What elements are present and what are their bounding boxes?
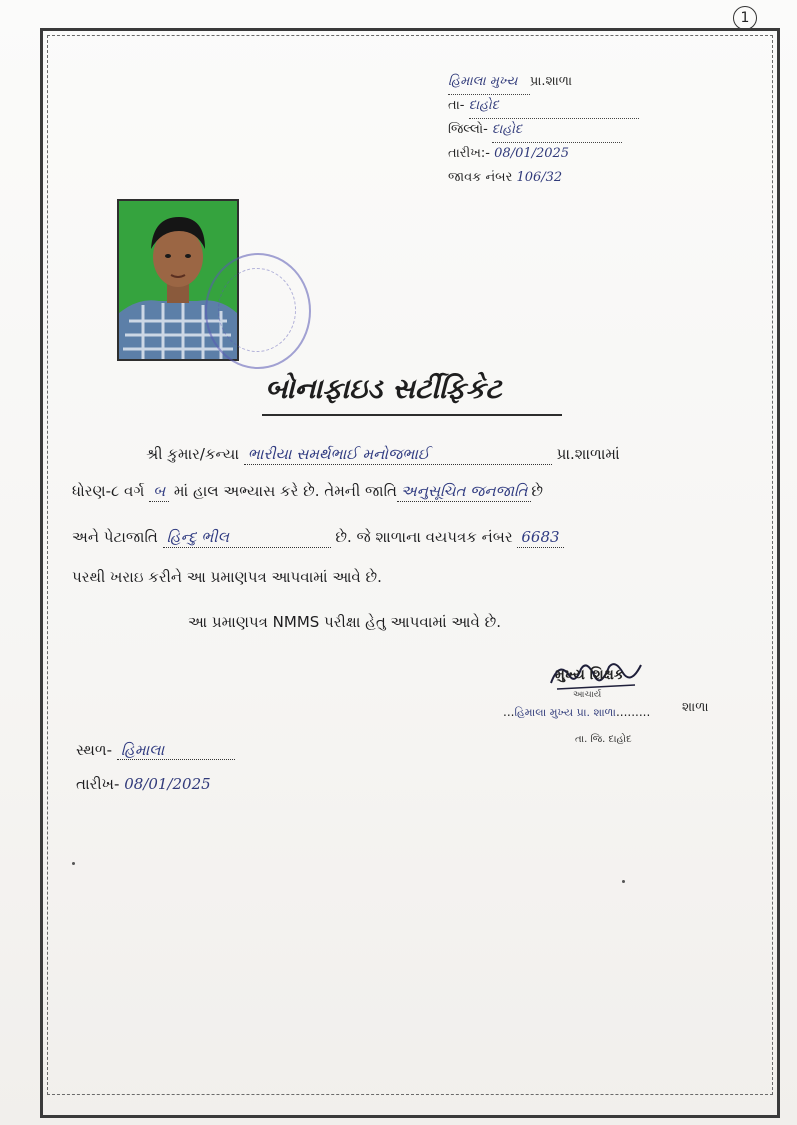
header-date-label: તારીખ:- [448, 146, 490, 161]
header-taluka-line [448, 94, 708, 118]
body-line-2 [72, 481, 543, 502]
header-school-name: હિમાલા મુખ્ય [448, 74, 518, 89]
body-line-3-middle: છે. જે શાળાના વયપત્રક નંબર [335, 528, 513, 546]
body-line-3-prefix: અને પેટાજાતિ [72, 528, 158, 546]
ink-speck [72, 862, 75, 865]
body-line-4: પરથી ખરાઇ કરીને આ પ્રમાણપત્ર આપવામાં આવે છે. [72, 568, 382, 586]
caste-value: અનુસૂચિત જનજાતિ [397, 481, 532, 502]
footer-date-value: 08/01/2025 [124, 775, 211, 793]
student-name: ભારીયા સમર્થભાઈ મનોજભાઈ [244, 444, 552, 465]
place-value: હિમાલા [117, 741, 235, 760]
body-line-1-suffix: પ્રા.શાળામાં [556, 445, 620, 463]
signature-designation: મુખ્ય શિક્ષક [555, 667, 624, 683]
footer-date-line [76, 775, 211, 793]
school-seal-stamp-inner-ring [218, 268, 296, 352]
header-outward-line [448, 166, 708, 190]
header-outward-value: 106/32 [516, 170, 563, 185]
subcaste-value: હિન્દુ ભીલ [163, 527, 331, 548]
signature-taluka: તા. જિ. દાહોદ [575, 734, 632, 745]
signature-role: આચાર્ય [573, 690, 602, 700]
header-school-line [448, 70, 708, 94]
header-outward-label: જાવક નંબર [448, 170, 513, 185]
ink-speck [622, 880, 625, 883]
header-block [448, 70, 708, 190]
body-line-2-prefix: ધોરણ-૮ વર્ગ [72, 482, 145, 500]
body-line-2-middle: માં હાલ અભ્યાસ કરે છે. તેમની જાતિ [173, 482, 397, 500]
division-value: બ [149, 481, 169, 502]
header-district-line [448, 118, 708, 142]
body-line-3 [72, 527, 564, 548]
signature-school-suffix: શાળા [682, 700, 709, 715]
place-label: સ્થળ- [76, 741, 113, 759]
register-number-value: 6683 [517, 527, 563, 548]
footer-date-label: તારીખ- [76, 775, 120, 793]
page-number: 1 [733, 6, 757, 30]
body-line-1-prefix: શ્રી કુમાર/કન્યા [146, 445, 240, 463]
header-school-suffix: પ્રા.શાળા [529, 74, 573, 89]
school-name-stamp: હિમાલા મુખ્ય પ્રા. શાળા [514, 706, 616, 719]
body-line-5: આ પ્રમાણપત્ર NMMS પરીક્ષા હેતુ આપવામાં આવે છે. [188, 613, 501, 631]
title-underline [262, 414, 562, 416]
certificate-title: બોનાફાઇડ સર્ટીફિકેટ [265, 372, 502, 405]
body-line-1 [146, 444, 620, 465]
header-taluka-label: તા- [448, 98, 465, 113]
page-border-inner [47, 35, 773, 1095]
header-date-line [448, 142, 708, 166]
place-line [76, 741, 235, 760]
header-date-value: 08/01/2025 [494, 146, 570, 161]
signature-school-line: ...હિમાલા મુખ્ય પ્રા. શાળા......... [503, 705, 651, 719]
header-district-value: દાહોદ [491, 122, 523, 137]
body-line-2-suffix: છે [531, 482, 544, 500]
header-district-label: જિલ્લો- [448, 122, 488, 137]
header-taluka-value: દાહોદ [468, 98, 499, 113]
